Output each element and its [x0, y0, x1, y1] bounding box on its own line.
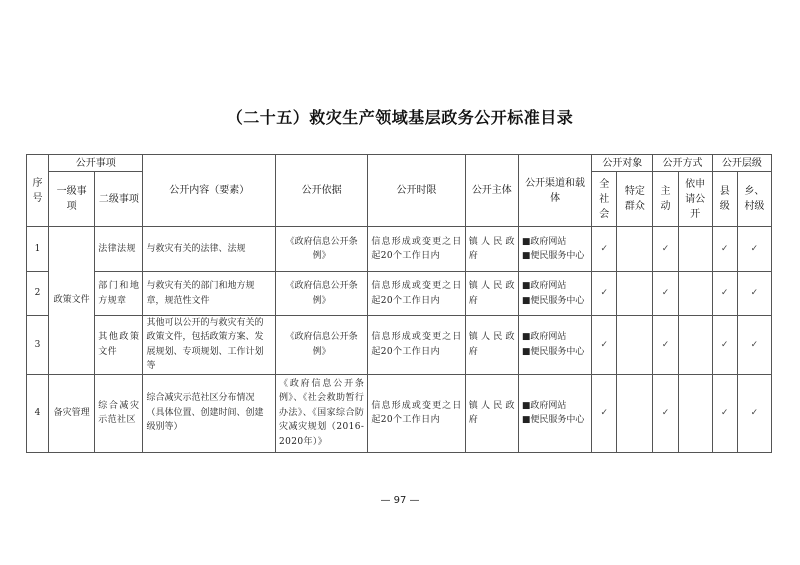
group-policy-files: 政策文件 — [49, 227, 95, 375]
empty-object-specific — [617, 316, 653, 375]
row-level2: 其他政策文件 — [95, 316, 143, 375]
row-content: 与救灾有关的部门和地方规章，规范性文件 — [143, 272, 276, 316]
channel-website: ■政府网站 — [521, 281, 567, 292]
header-level1: 一级事项 — [49, 172, 95, 227]
check-object-all: ✓ — [592, 227, 617, 272]
table-row — [27, 316, 772, 375]
check-object-all: ✓ — [592, 316, 617, 375]
row-level2: 法律法规 — [95, 227, 143, 272]
row-time-limit: 信息形成或变更之日起20个工作日内 — [368, 316, 465, 375]
group-disaster-prep: 备灾管理 — [49, 374, 95, 452]
channel-service-center: ■便民服务中心 — [521, 295, 585, 306]
header-level-township: 乡、村级 — [737, 172, 771, 227]
check-method-active: ✓ — [653, 227, 678, 272]
check-object-all: ✓ — [592, 374, 617, 452]
check-method-active: ✓ — [653, 272, 678, 316]
row-basis: 《政府信息公开条例》 — [275, 272, 367, 316]
table-row — [27, 272, 772, 316]
row-subject: 镇人民政府 — [465, 227, 518, 272]
row-content: 其他可以公开的与救灾有关的政策文件，包括政策方案、发展规划、专项规划、工作计划等 — [143, 316, 276, 375]
header-method: 公开方式 — [653, 155, 712, 172]
header-object-all: 全社会 — [592, 172, 617, 227]
row-channel — [518, 272, 591, 316]
channel-service-center: ■便民服务中心 — [521, 415, 585, 426]
row-seq: 1 — [27, 227, 49, 272]
table-row — [27, 374, 772, 452]
empty-method-request — [678, 316, 712, 375]
row-seq: 4 — [27, 374, 49, 452]
check-level-township: ✓ — [737, 316, 771, 375]
header-level-county: 县级 — [712, 172, 737, 227]
row-subject: 镇人民政府 — [465, 374, 518, 452]
standard-catalog-table — [26, 154, 772, 453]
empty-method-request — [678, 272, 712, 316]
check-level-township: ✓ — [737, 374, 771, 452]
header-time-limit: 公开时限 — [368, 155, 465, 227]
check-level-county: ✓ — [712, 316, 737, 375]
empty-object-specific — [617, 227, 653, 272]
row-seq: 2 — [27, 272, 49, 316]
check-level-township: ✓ — [737, 272, 771, 316]
document-title: （二十五）救灾生产领域基层政务公开标准目录 — [226, 108, 574, 127]
row-time-limit: 信息形成或变更之日起20个工作日内 — [368, 374, 465, 452]
header-row-1 — [27, 155, 772, 172]
check-method-active: ✓ — [653, 316, 678, 375]
header-level2: 二级事项 — [95, 172, 143, 227]
header-object-specific: 特定群众 — [617, 172, 653, 227]
row-subject: 镇人民政府 — [465, 316, 518, 375]
header-seq: 序号 — [27, 155, 49, 227]
header-channel: 公开渠道和载体 — [518, 155, 591, 227]
table-row — [27, 227, 772, 272]
header-basis: 公开依据 — [275, 155, 367, 227]
header-public-items: 公开事项 — [49, 155, 143, 172]
empty-object-specific — [617, 272, 653, 316]
header-object: 公开对象 — [592, 155, 653, 172]
check-level-county: ✓ — [712, 374, 737, 452]
header-method-request: 依申请公开 — [678, 172, 712, 227]
row-basis: 《政府信息公开条例》 — [275, 316, 367, 375]
channel-website: ■政府网站 — [521, 332, 567, 343]
row-level2: 部门和地方规章 — [95, 272, 143, 316]
header-subject: 公开主体 — [465, 155, 518, 227]
empty-method-request — [678, 227, 712, 272]
channel-service-center: ■便民服务中心 — [521, 251, 585, 261]
row-basis: 《政府信息公开条例》 — [275, 227, 367, 272]
channel-website: ■政府网站 — [521, 400, 567, 411]
row-channel — [518, 374, 591, 452]
header-content: 公开内容（要素） — [143, 155, 276, 227]
row-content: 与救灾有关的法律、法规 — [143, 227, 276, 272]
page-number: — 97 — — [380, 495, 420, 506]
check-method-active: ✓ — [653, 374, 678, 452]
row-channel — [518, 227, 591, 272]
channel-service-center: ■便民服务中心 — [521, 346, 585, 357]
row-basis: 《政府信息公开条例》、《社会救助暂行办法》、《国家综合防灾减灾规划（2016-2020年）》 — [275, 374, 367, 452]
header-method-active: 主动 — [653, 172, 678, 227]
check-level-township: ✓ — [737, 227, 771, 272]
row-time-limit: 信息形成或变更之日起20个工作日内 — [368, 272, 465, 316]
row-content: 综合减灾示范社区分布情况（具体位置、创建时间、创建级别等） — [143, 374, 276, 452]
empty-object-specific — [617, 374, 653, 452]
check-level-county: ✓ — [712, 227, 737, 272]
header-level: 公开层级 — [712, 155, 771, 172]
row-time-limit: 信息形成或变更之日起20个工作日内 — [368, 227, 465, 272]
row-subject: 镇人民政府 — [465, 272, 518, 316]
check-object-all: ✓ — [592, 272, 617, 316]
channel-website: ■政府网站 — [521, 236, 567, 247]
row-channel — [518, 316, 591, 375]
row-level2: 综合减灾示范社区 — [95, 374, 143, 452]
empty-method-request — [678, 374, 712, 452]
row-seq: 3 — [27, 316, 49, 375]
check-level-county: ✓ — [712, 272, 737, 316]
